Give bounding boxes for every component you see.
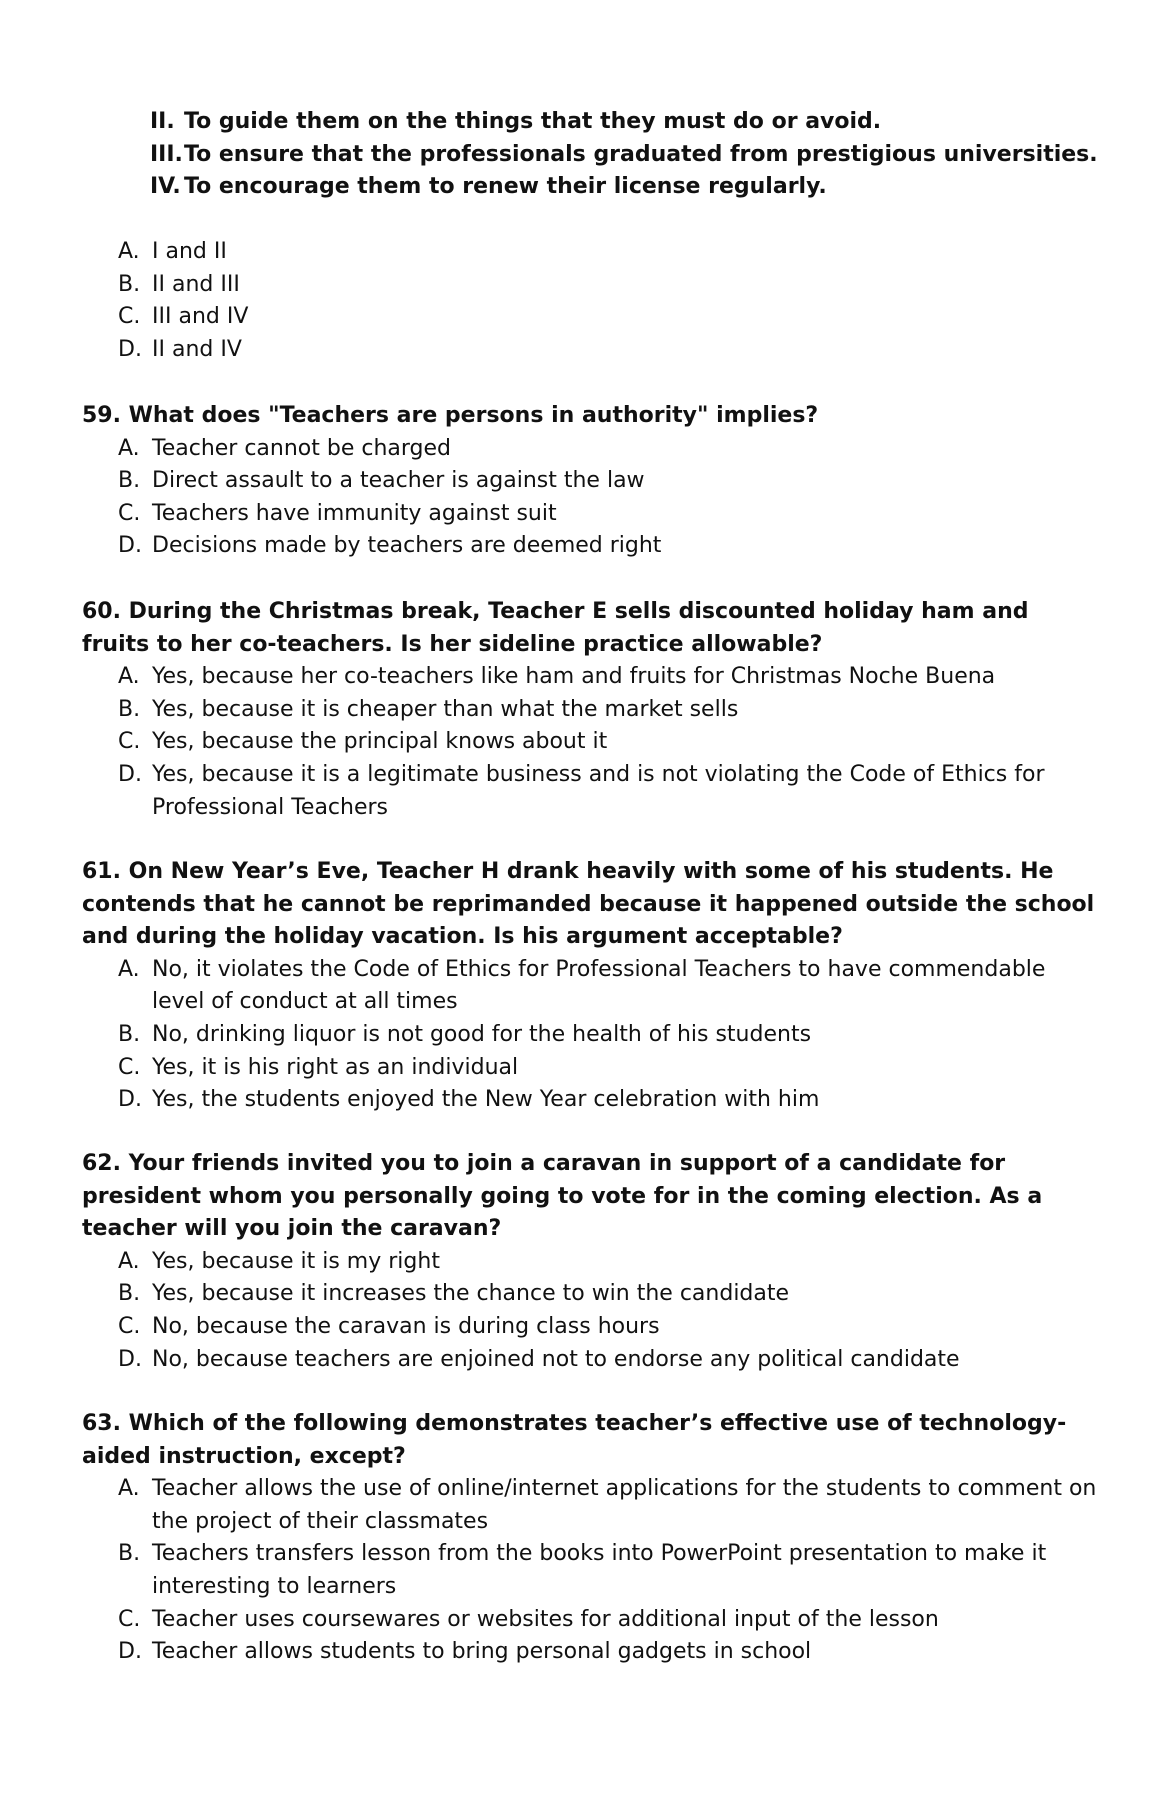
- choice-letter: D.: [118, 533, 142, 559]
- choice-text: Yes, because it increases the chance to win the candidate: [152, 1281, 790, 1307]
- answer-choice: [118, 1473, 1102, 1538]
- answer-choice: [118, 1084, 1102, 1117]
- statement-item: [150, 139, 1110, 172]
- choice-letter: C.: [118, 1313, 141, 1339]
- choice-text: II and III: [152, 271, 240, 297]
- question-63: [82, 1408, 1102, 1669]
- choice-list: [82, 954, 1102, 1117]
- answer-choice: [118, 269, 618, 302]
- answer-choice: [118, 1052, 1102, 1085]
- choice-letter: B.: [118, 468, 141, 494]
- choice-letter: A.: [118, 435, 140, 461]
- statement-number: IV.: [150, 174, 181, 200]
- choice-letter: A.: [118, 1476, 140, 1502]
- choice-text: II and IV: [152, 336, 242, 362]
- answer-choice: [118, 498, 1102, 531]
- question-62: [82, 1148, 1102, 1376]
- choice-text: Teacher cannot be charged: [152, 435, 452, 461]
- answer-choice: [118, 1019, 1102, 1052]
- choice-letter: C.: [118, 304, 141, 330]
- choice-text: Decisions made by teachers are deemed right: [152, 533, 662, 559]
- answer-choice: [118, 334, 618, 367]
- choice-text: No, because the caravan is during class hours: [152, 1313, 660, 1339]
- choice-text: Teachers have immunity against suit: [152, 500, 557, 526]
- choice-letter: D.: [118, 1639, 142, 1665]
- choice-text: Yes, because it is cheaper than what the market sells: [152, 696, 739, 722]
- choice-text: Yes, because it is a legitimate business and is not violating the Code of Ethics for Professional Teachers: [152, 761, 1045, 820]
- choice-text: Teacher allows students to bring personal gadgets in school: [152, 1639, 812, 1665]
- statement-item: [150, 171, 1110, 204]
- choice-letter: C.: [118, 729, 141, 755]
- answer-choice: [118, 465, 1102, 498]
- carryover-choices: [118, 236, 618, 366]
- choice-text: No, it violates the Code of Ethics for Professional Teachers to have commendable level of conduct at all times: [152, 956, 1046, 1015]
- choice-letter: C.: [118, 500, 141, 526]
- choice-letter: B.: [118, 696, 141, 722]
- choice-letter: D.: [118, 1346, 142, 1372]
- question-stem: 61. On New Year’s Eve, Teacher H drank heavily with some of his students. He contends that he cannot be reprimanded because it happened outside the school and during the holiday vacation. Is his argument acceptable?: [82, 859, 1095, 950]
- choice-text: Direct assault to a teacher is against the law: [152, 468, 645, 494]
- choice-letter: A.: [118, 956, 140, 982]
- question-stem: 60. During the Christmas break, Teacher E sells discounted holiday ham and fruits to her co-teachers. Is her sideline practice allowable?: [82, 599, 1029, 657]
- statement-number: III.: [150, 141, 183, 167]
- choice-text: Teacher uses coursewares or websites for additional input of the lesson: [152, 1606, 939, 1632]
- choice-letter: B.: [118, 1281, 141, 1307]
- choice-text: III and IV: [152, 304, 249, 330]
- answer-choice: [118, 1604, 1102, 1637]
- choice-text: No, drinking liquor is not good for the health of his students: [152, 1021, 812, 1047]
- question-stem: 62. Your friends invited you to join a caravan in support of a candidate for president whom you personally going to vote for in the coming election. As a teacher will you join the caravan?: [82, 1151, 1043, 1242]
- choice-list: [82, 1473, 1102, 1669]
- choice-text: Yes, because her co-teachers like ham and fruits for Christmas Noche Buena: [152, 664, 996, 690]
- question-stem: 63. Which of the following demonstrates teacher’s effective use of technology-aided instruction, except?: [82, 1411, 1067, 1469]
- choice-text: I and II: [152, 239, 227, 264]
- choice-letter: A.: [118, 664, 140, 690]
- choice-text: Yes, it is his right as an individual: [152, 1054, 519, 1080]
- statement-item: [150, 106, 1110, 139]
- statement-text: To encourage them to renew their license regularly.: [184, 174, 827, 200]
- statement-text: To guide them on the things that they must do or avoid.: [184, 109, 882, 134]
- answer-choice: [118, 661, 1102, 694]
- answer-choice: [118, 236, 618, 269]
- choice-letter: B.: [118, 1541, 141, 1567]
- choice-text: Yes, because the principal knows about it: [152, 729, 608, 755]
- choice-list: [82, 661, 1102, 824]
- answer-choice: [118, 301, 618, 334]
- choice-text: Teacher allows the use of online/internet applications for the students to comment on the project of their classmates: [152, 1476, 1097, 1534]
- choice-letter: D.: [118, 761, 142, 787]
- answer-choice: [118, 759, 1102, 824]
- choice-text: No, because teachers are enjoined not to endorse any political candidate: [152, 1346, 960, 1372]
- choice-letter: D.: [118, 1087, 142, 1113]
- choice-text: Yes, because it is my right: [152, 1248, 440, 1274]
- choice-letter: B.: [118, 271, 141, 297]
- question-stem: 59. What does "Teachers are persons in authority" implies?: [82, 403, 819, 428]
- answer-choice: [118, 1246, 1102, 1279]
- question-60: [82, 596, 1102, 824]
- answer-choice: [118, 954, 1102, 1019]
- answer-choice: [118, 1636, 1102, 1669]
- answer-choice: [118, 1278, 1102, 1311]
- choice-letter: C.: [118, 1606, 141, 1632]
- choice-list: [82, 433, 1102, 563]
- answer-choice: [118, 1344, 1102, 1377]
- statement-text: To ensure that the professionals graduated from prestigious universities.: [184, 141, 1098, 167]
- statement-list: [150, 106, 1110, 204]
- answer-choice: [118, 530, 1102, 563]
- choice-text: Teachers transfers lesson from the books into PowerPoint presentation to make it interesting to learners: [152, 1541, 1047, 1599]
- answer-choice: [118, 1311, 1102, 1344]
- choice-letter: D.: [118, 336, 142, 362]
- choice-letter: C.: [118, 1054, 141, 1080]
- choice-letter: A.: [118, 1248, 140, 1274]
- answer-choice: [118, 694, 1102, 727]
- choice-letter: A.: [118, 239, 140, 264]
- question-61: [82, 856, 1102, 1117]
- choice-list: [82, 1246, 1102, 1376]
- answer-choice: [118, 1538, 1102, 1603]
- question-59: [82, 400, 1102, 563]
- choice-letter: B.: [118, 1021, 141, 1047]
- answer-choice: [118, 726, 1102, 759]
- choice-text: Yes, the students enjoyed the New Year celebration with him: [152, 1087, 820, 1113]
- statement-number: II.: [150, 109, 175, 134]
- answer-choice: [118, 433, 1102, 466]
